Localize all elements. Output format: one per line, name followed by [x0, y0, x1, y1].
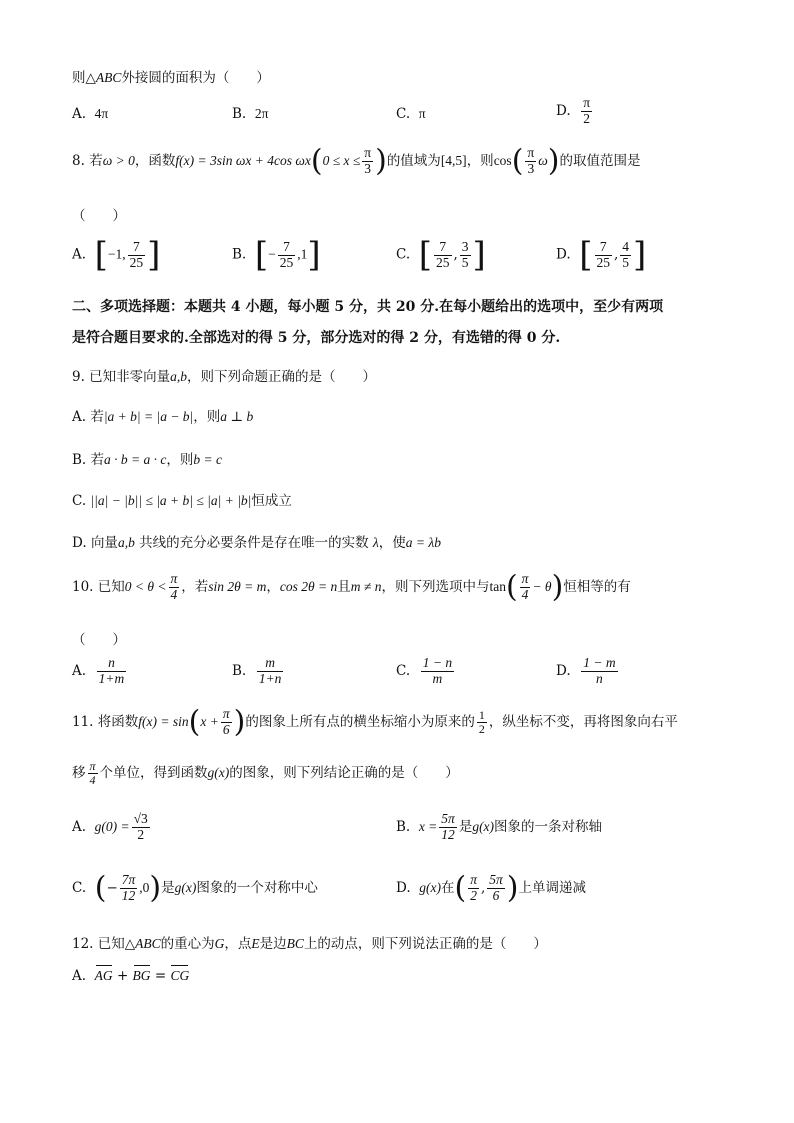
- q9-option-a: A. 若|a + b| = |a − b|，则a ⊥ b: [72, 409, 254, 425]
- q11-option-b: B. x = $\frac{5\pi}{12}$ 是g(x)图象的一条对称轴: [396, 811, 603, 842]
- q7-option-b: B. 2π: [232, 106, 269, 122]
- q8-option-c: C. [ $\frac{7}{25}$ , $\frac{3}{5}$ ]: [396, 235, 486, 275]
- section2-heading-line2: 是符合题目要求的.全部选对的得 5 分，部分选对的得 2 分，有选错的得 0 分.: [72, 330, 561, 346]
- q8-option-a: A. [−1, $\frac{7}{25}$ ]: [72, 235, 161, 275]
- q12-option-a: A. AG + BG = CG: [72, 968, 190, 984]
- q11-option-d: D. g(x)在( $\frac{\pi}{2}$ , $\frac{5\pi}{6}$ )上单调递减: [396, 870, 586, 906]
- q9-stem: 9. 已知非零向量a,b，则下列命题正确的是（ ）: [72, 369, 377, 385]
- q7-option-d: D. $\frac{\pi}{2}$: [556, 95, 591, 126]
- q10-option-a: A. $\frac{n}{1+m}$: [72, 655, 125, 686]
- q7-option-a: A. 4π: [72, 106, 109, 122]
- q7-option-c: C. π: [396, 106, 426, 122]
- q8-option-d: D. [ $\frac{7}{25}$ , $\frac{4}{5}$ ]: [556, 235, 647, 275]
- q7-stem: 则△ABC外接圆的面积为（ ）: [72, 70, 270, 86]
- q9-option-d: D. 向量a,b 共线的充分必要条件是存在唯一的实数 λ，使a = λb: [72, 535, 441, 551]
- q8-option-b: B. [− $\frac{7}{25}$ ,1]: [232, 235, 321, 275]
- q9-option-c: C. ||a| − |b|| ≤ |a + b| ≤ |a| + |b|恒成立: [72, 493, 292, 509]
- q10-paren: （ ）: [72, 632, 126, 648]
- q11-stem-line1: 11. 将函数f(x) = sin(x + $\frac{\pi}{6}$ )的图象上所有点的横坐标缩小为原来的 $\frac{1}{2}$ ，纵坐标不变，再将图象向右平: [72, 704, 678, 740]
- q10-option-d: D. $\frac{1 - m}{n}$: [556, 655, 616, 686]
- q8-stem: 8. 若ω > 0，函数f(x) = 3sin ωx + 4cos ωx(0 ≤ x ≤ $\frac{\pi}{3}$ )的值域为[4,5]，则cos( $\frac{\pi}{3}$ ω)的取值范围是: [72, 143, 641, 179]
- q11-stem-line2: 移 $\frac{\pi}{4}$ 个单位，得到函数g(x)的图象，则下列结论正确的是（ ）: [72, 759, 459, 788]
- q8-paren: （ ）: [72, 208, 126, 224]
- q11-option-c: C. (− $\frac{7\pi}{12}$ ,0)是g(x)图象的一个对称中心: [72, 870, 318, 906]
- q11-option-a: A. g(0) = $\frac{√3}{2}$: [72, 811, 148, 842]
- q12-stem: 12. 已知△ABC的重心为G，点E是边BC上的动点，则下列说法正确的是（ ）: [72, 936, 547, 952]
- q10-stem: 10. 已知0 < θ < $\frac{\pi}{4}$ ，若sin 2θ = m，cos 2θ = n且m ≠ n，则下列选项中与tan( $\frac{\pi}{4}$ − θ)恒相等的有: [72, 569, 631, 605]
- section2-heading-line1: 二、多项选择题：本题共 4 小题，每小题 5 分，共 20 分.在每小题给出的选项中，至少有两项: [72, 299, 664, 315]
- q9-option-b: B. 若a · b = a · c，则b = c: [72, 452, 222, 468]
- q10-option-b: B. $\frac{m}{1+n}$: [232, 655, 282, 686]
- q10-option-c: C. $\frac{1 - n}{m}$: [396, 655, 453, 686]
